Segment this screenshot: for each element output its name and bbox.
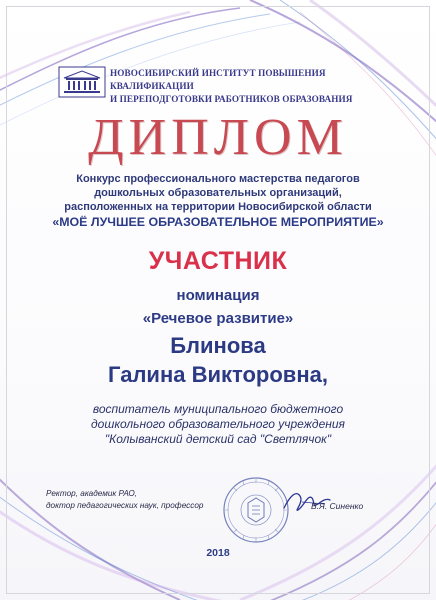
position-line1: воспитатель муниципального бюджетного — [92, 402, 344, 416]
diploma-year: 2018 — [206, 547, 230, 559]
position-line3: "Колыванский детский сад "Светлячок" — [104, 432, 332, 446]
recipient-given-names: Галина Викторовна, — [108, 362, 328, 387]
nomination-label: номинация — [176, 287, 260, 304]
signatory-name: В.Я. Синенко — [311, 501, 364, 511]
institute-building-logo — [58, 66, 106, 98]
nomination-value: «Речевое развитие» — [142, 310, 294, 327]
institute-name-line2: И ПЕРЕПОДГОТОВКИ РАБОТНИКОВ ОБРАЗОВАНИЯ — [110, 94, 353, 104]
contest-description — [20, 172, 416, 214]
diploma-title: ДИПЛОМ — [88, 109, 348, 166]
recipient-position — [20, 402, 416, 447]
institute-header — [58, 66, 388, 104]
round-seal-icon — [221, 475, 291, 545]
institute-name-line1: НОВОСИБИРСКИЙ ИНСТИТУТ ПОВЫШЕНИЯ КВАЛИФИКАЦИИ — [110, 68, 326, 91]
signatory-role-line2: доктор педагогических наук, профессор — [46, 501, 204, 510]
contest-line3: расположенных на территории Новосибирской области — [64, 201, 372, 213]
position-line2: дошкольного образовательного учреждения — [91, 417, 345, 431]
award-role: УЧАСТНИК — [148, 247, 288, 275]
institute-name — [110, 67, 400, 106]
signatory-role-line1: Ректор, академик РАО, — [46, 489, 137, 498]
contest-line2: дошкольных образовательных организаций, — [94, 187, 342, 199]
recipient-surname: Блинова — [170, 333, 266, 358]
contest-title: «МОЁ ЛУЧШЕЕ ОБРАЗОВАТЕЛЬНОЕ МЕРОПРИЯТИЕ» — [52, 215, 384, 229]
contest-line1: Конкурс профессионального мастерства педагогов — [76, 173, 360, 185]
